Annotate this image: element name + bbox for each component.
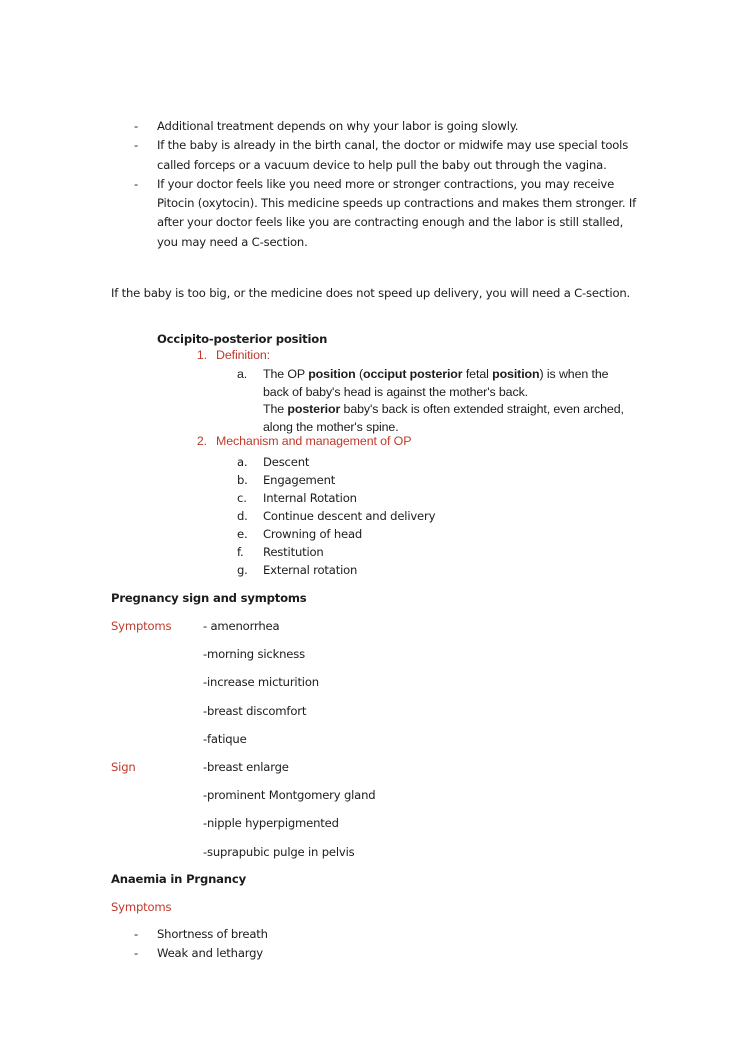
def-seg-10: baby's back is often extended straight, even arched, along the mother's spine. xyxy=(263,402,624,434)
dash-bullet-icon: - xyxy=(134,138,139,153)
table-row xyxy=(111,617,631,645)
row-value: -suprapubic pulge in pelvis xyxy=(203,844,355,859)
list-letter: a. xyxy=(237,367,248,381)
anaemia-symptom-list xyxy=(111,925,511,964)
list-item-text: Mechanism and management of OP xyxy=(216,434,412,448)
table-row xyxy=(111,702,631,730)
list-item xyxy=(111,925,511,944)
row-value: -breast discomfort xyxy=(203,703,307,718)
table-row xyxy=(111,645,631,673)
list-item-text: Definition: xyxy=(216,348,270,362)
csection-paragraph: If the baby is too big, or the medicine does not speed up delivery, you will need a C-section. xyxy=(111,286,631,300)
list-item xyxy=(111,136,641,175)
list-letter: f. xyxy=(237,545,244,559)
row-value: -prominent Montgomery gland xyxy=(203,788,376,803)
list-item xyxy=(111,117,641,136)
list-item-text: Descent xyxy=(263,455,310,469)
list-item-text: Internal Rotation xyxy=(263,491,357,505)
anaemia-symptoms-label: Symptoms xyxy=(111,900,172,914)
row-value: -nipple hyperpigmented xyxy=(203,816,339,831)
pregnancy-signs-table xyxy=(111,617,631,871)
list-item xyxy=(237,507,567,525)
list-item xyxy=(111,944,511,963)
treatment-bullet-list xyxy=(111,117,641,252)
row-label-symptoms: Symptoms xyxy=(111,619,172,633)
list-letter: c. xyxy=(237,491,247,505)
table-row xyxy=(111,730,631,758)
def-seg-6: position xyxy=(492,367,540,381)
list-item-text: If your doctor feels like you need more or stronger contractions, you may receive Pitocin (oxytocin). This medicine speeds up contractions and makes them stronger. If after your doctor feels like you are contracting enough and the labor is still stalled, you may need a C-section. xyxy=(157,176,637,249)
table-row xyxy=(111,758,631,786)
list-item-text: Shortness of breath xyxy=(157,927,268,941)
dash-bullet-icon: - xyxy=(134,176,139,191)
op-item-2 xyxy=(185,433,411,451)
list-item xyxy=(237,489,567,507)
def-seg-9: posterior xyxy=(287,402,341,417)
list-item-text: Crowning of head xyxy=(263,527,363,541)
list-number: 1. xyxy=(196,348,207,362)
list-letter: b. xyxy=(237,473,248,487)
list-item-text: Additional treatment depends on why your labor is going slowly. xyxy=(157,119,519,133)
def-seg-8: The xyxy=(263,402,288,417)
mechanism-step-list xyxy=(237,453,567,579)
op-definition-block xyxy=(237,366,637,436)
dash-bullet-icon: - xyxy=(134,946,139,961)
list-item-text: If the baby is already in the birth canal, the doctor or midwife may use special tools called forceps or a vacuum device to help pull the baby out through the vagina. xyxy=(157,138,629,172)
list-item xyxy=(237,543,567,561)
row-value: -fatique xyxy=(203,731,247,746)
row-value: -increase micturition xyxy=(203,675,319,690)
table-row xyxy=(111,814,631,842)
op-item-1 xyxy=(185,347,270,365)
list-letter: g. xyxy=(237,563,248,577)
list-letter: a. xyxy=(237,455,248,469)
definition-text xyxy=(237,366,637,436)
row-label-sign: Sign xyxy=(111,759,136,774)
list-item xyxy=(237,561,567,579)
list-item-text: Engagement xyxy=(263,473,336,487)
def-seg-7: ) is when the back of baby's head is against the mother's back. xyxy=(263,367,609,399)
def-seg-2: position xyxy=(308,367,356,381)
list-item-text: Weak and lethargy xyxy=(157,946,263,961)
list-letter: d. xyxy=(237,509,248,523)
list-item xyxy=(237,525,567,543)
row-value: - amenorrhea xyxy=(203,619,280,633)
list-item xyxy=(237,471,567,489)
op-section-heading: Occipito-posterior position xyxy=(157,332,328,346)
anaemia-section-heading: Anaemia in Prgnancy xyxy=(111,872,246,886)
table-row xyxy=(111,673,631,701)
dash-bullet-icon: - xyxy=(134,119,139,133)
list-number: 2. xyxy=(196,434,207,448)
list-item-text: External rotation xyxy=(263,563,358,577)
list-item xyxy=(111,175,641,252)
def-seg-1: The OP xyxy=(263,367,309,381)
pregnancy-section-heading: Pregnancy sign and symptoms xyxy=(111,591,307,605)
dash-bullet-icon: - xyxy=(134,927,139,941)
list-item xyxy=(237,453,567,471)
table-row xyxy=(111,843,631,871)
def-seg-3: ( xyxy=(355,367,363,381)
def-seg-4: occiput posterior xyxy=(362,367,463,381)
row-value: -breast enlarge xyxy=(203,759,289,774)
row-value: -morning sickness xyxy=(203,647,305,662)
def-seg-5: fetal xyxy=(462,367,493,381)
list-item-text: Continue descent and delivery xyxy=(263,509,436,523)
table-row xyxy=(111,786,631,814)
list-letter: e. xyxy=(237,527,248,541)
list-item-text: Restitution xyxy=(263,545,324,559)
